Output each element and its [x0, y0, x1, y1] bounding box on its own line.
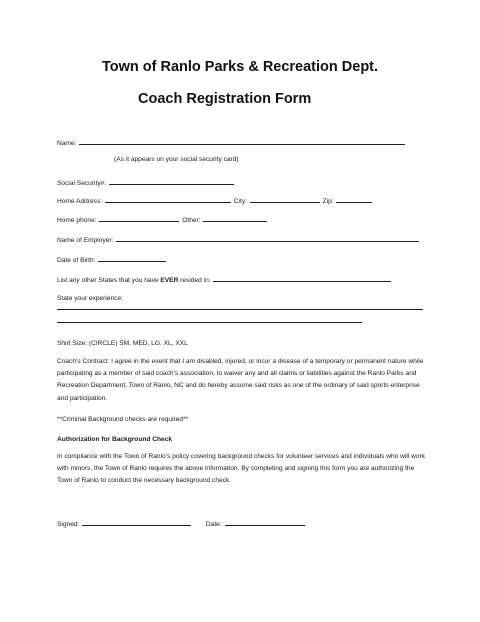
signature-field[interactable] [82, 519, 191, 526]
states-label: List any other States that you have EVER resided in: [57, 277, 211, 284]
dob-field[interactable] [98, 255, 166, 262]
ssn-row [57, 178, 235, 188]
employer-field[interactable] [116, 235, 419, 242]
phone-row [57, 215, 268, 225]
city-field[interactable] [250, 196, 320, 203]
employer-label: Name of Employer: [57, 237, 114, 244]
dob-row [57, 255, 167, 265]
home-phone-field[interactable] [99, 215, 179, 222]
home-address-field[interactable] [105, 196, 231, 203]
name-row [57, 138, 406, 148]
name-label: Name: [57, 140, 77, 147]
form-title: Town of Ranlo Parks & Recreation Dept. [101, 59, 379, 75]
background-note: **Criminal Background checks are required** [57, 416, 189, 423]
authorization-heading: Authorization for Background Check [57, 436, 173, 443]
other-phone-label: Other: [182, 217, 201, 224]
experience-label: State your experience: [57, 295, 123, 302]
states-field[interactable] [213, 275, 391, 282]
home-address-label: Home Address: [57, 198, 103, 205]
signature-row [57, 519, 306, 529]
authorization-text: In compliance with the Town of Ranlo’s policy covering background checks for volunteer services and individuals who will work with minors, the Town of Ranlo requires the above information. By completing and signing this form you are authorizing the Town of Ranlo to conduct the necessary background check. [57, 453, 426, 485]
signed-label: Signed: [57, 521, 80, 528]
home-phone-label: Home phone: [57, 217, 97, 224]
shirt-size: Shirt Size: (CIRCLE) SM, MED, LG, XL, XXL [57, 340, 188, 347]
other-phone-field[interactable] [203, 215, 267, 222]
name-field[interactable] [79, 138, 405, 145]
date-field[interactable] [225, 519, 305, 526]
ssn-field[interactable] [109, 178, 234, 185]
states-row [57, 275, 392, 285]
zip-field[interactable] [336, 196, 372, 203]
zip-label: Zip: [322, 198, 334, 205]
dob-label: Date of Birth: [57, 257, 96, 264]
ssn-label: Social Security#: [57, 180, 107, 187]
name-note: (As it appears on your social security card) [114, 156, 239, 163]
coach-contract: Coach’s Contract: I agree in the event that I am disabled, injured, or incur a disease of a temporary or permanent nature while participating as a member of said coach’s association, to waiver any and all claims or liabilities against the Ranlo Parks and Recreation Department, Town of Ranlo, NC and do hereby assume said risks as one of the ordinary of said sports enterprise and participation. [57, 358, 424, 402]
city-label: City: [233, 198, 247, 205]
address-row [57, 196, 373, 206]
experience-field-line-2[interactable] [57, 322, 362, 323]
date-label: Date: [205, 521, 222, 528]
form-subtitle: Coach Registration Form [138, 91, 312, 107]
employer-row [57, 235, 420, 245]
experience-field-line-1[interactable] [57, 309, 423, 310]
